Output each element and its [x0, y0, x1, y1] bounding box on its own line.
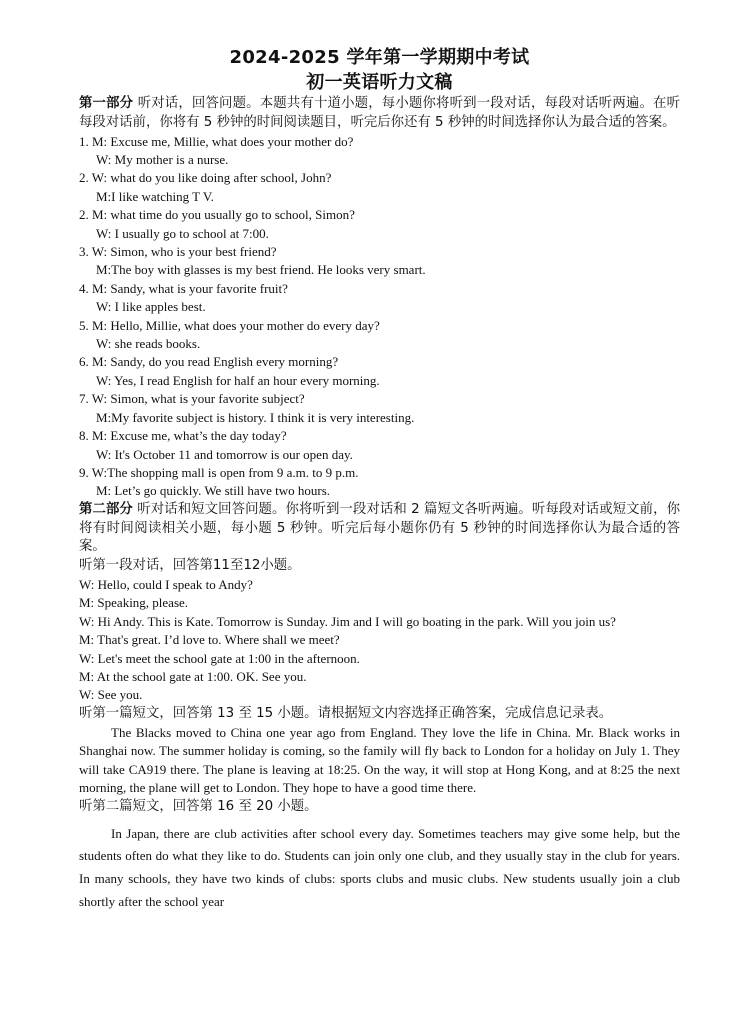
- document-title: 2024-2025 学年第一学期期中考试: [229, 47, 530, 68]
- dialogue-answer: W: I like apples best.: [96, 299, 206, 315]
- dialogue-question: 5. M: Hello, Millie, what does your mother do every day?: [79, 317, 380, 333]
- dialogue-line: M: At the school gate at 1:00. OK. See you.: [79, 668, 307, 684]
- dialogue-question: 3. W: Simon, who is your best friend?: [79, 244, 277, 260]
- dialogue-line: M: That's great. I’d love to. Where shall we meet?: [79, 632, 340, 648]
- dialogue-answer: W: My mother is a nurse.: [96, 152, 229, 167]
- passage2-text: In Japan, there are club activities after school every day. Sometimes teachers may give some help, but the students often do what they like to do. Students can join only one club, and they usually stay in the club for years. In many schools, they have two kinds of clubs: sports clubs and music clubs. New students usually join a club shortly after the school year: [79, 825, 680, 909]
- dialogue-answer: W: I usually go to school at 7:00.: [96, 225, 269, 241]
- dialogue-answer: W: Yes, I read English for half an hour every morning.: [96, 372, 380, 388]
- dialogue-question: 1. M: Excuse me, Millie, what does your mother do?: [79, 133, 354, 149]
- document-subtitle: 初一英语听力文稿: [306, 72, 453, 93]
- dialogue-line: W: See you.: [79, 687, 143, 703]
- passage1-heading: 听第一篇短文，回答第 13 至 15 小题。请根据短文内容选择正确答案，完成信息记录表。: [79, 705, 613, 721]
- dialogue-line: W: Hi Andy. This is Kate. Tomorrow is Sunday. Jim and I will go boating in the park. Will you join us?: [79, 613, 616, 629]
- dialogue-answer: M:The boy with glasses is my best friend. He looks very smart.: [96, 262, 426, 278]
- dialogue-heading: 听第一段对话，回答第11至12小题。: [79, 558, 301, 574]
- part2-instructions: 第二部分 听对话和短文回答问题。你将听到一段对话和 2 篇短文各听两遍。听每段对话或短文前，你将有时间阅读相关小题，每小题 5 秒钟。听完后每小题你仍有 5 秒钟的时间选择你认为最合适的答案。: [79, 501, 681, 555]
- dialogue-question: 8. M: Excuse me, what’s the day today?: [79, 428, 287, 444]
- dialogue-question: 9. W:The shopping mall is open from 9 a.m. to 9 p.m.: [79, 464, 359, 480]
- part1-label: 第一部分: [79, 96, 134, 111]
- passage1-text: The Blacks moved to China one year ago from England. They love the life in China. Mr. Black works in Shanghai now. The summer holiday is coming, so the family will fly back to London for a holiday on July 1. They will take CA919 there. The plane is leaving at 18:25. On the way, it will stop at Hong Kong, and at 8:25 the next morning, the plane will get to London. They hope to have a good time there.: [79, 724, 680, 796]
- part1-instructions: 第一部分 听对话，回答问题。本题共有十道小题，每小题你将听到一段对话，每段对话听两遍。在听每段对话前，你将有 5 秒钟的时间阅读题目，听完后你还有 5 秒钟的时间选择你认为最合适的答案。: [79, 96, 680, 130]
- dialogue-answer: W: It's October 11 and tomorrow is our open day.: [96, 446, 353, 462]
- dialogue-answer: M:My favorite subject is history. I think it is very interesting.: [96, 409, 415, 425]
- dialogue-question: 7. W: Simon, what is your favorite subject?: [79, 391, 305, 407]
- part2-dialogue: [79, 576, 680, 705]
- part2-label: 第二部分: [79, 501, 133, 517]
- dialogue-answer: M:I like watching T V.: [96, 188, 214, 204]
- dialogue-question: 6. M: Sandy, do you read English every morning?: [79, 354, 339, 370]
- dialogue-line: M: Speaking, please.: [79, 595, 189, 611]
- part1-dialogues: [79, 133, 680, 501]
- dialogue-answer: W: she reads books.: [96, 336, 201, 352]
- passage2-heading: 听第二篇短文，回答第 16 至 20 小题。: [79, 798, 318, 814]
- dialogue-line: W: Let's meet the school gate at 1:00 in the afternoon.: [79, 650, 360, 666]
- dialogue-question: 2. W: what do you like doing after school, John?: [79, 170, 332, 186]
- dialogue-line: W: Hello, could I speak to Andy?: [79, 576, 253, 592]
- dialogue-question: 2. M: what time do you usually go to school, Simon?: [79, 207, 355, 223]
- dialogue-question: 4. M: Sandy, what is your favorite fruit?: [79, 280, 288, 296]
- dialogue-answer: M: Let’s go quickly. We still have two hours.: [96, 483, 331, 499]
